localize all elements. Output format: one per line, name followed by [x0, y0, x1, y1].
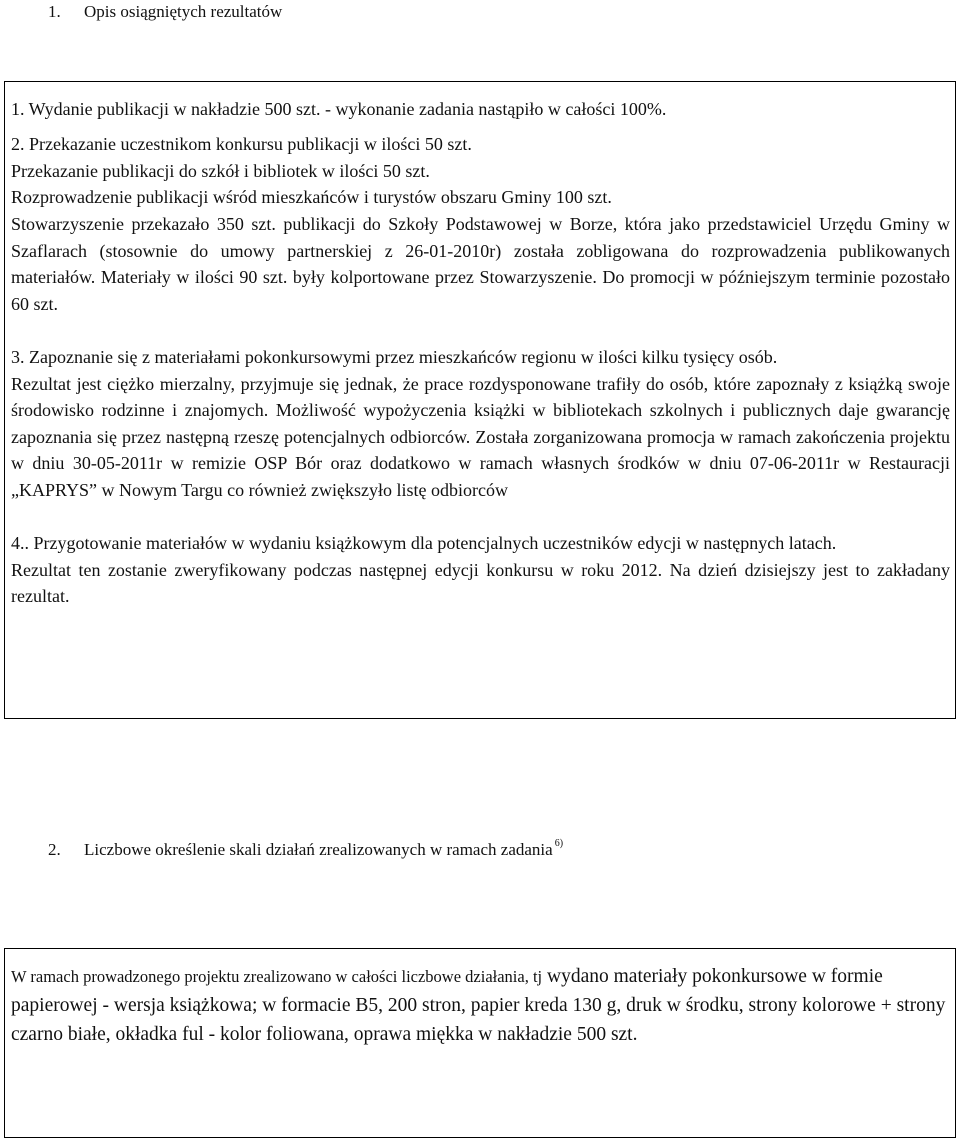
section-2-heading	[48, 838, 563, 860]
results-description-box	[4, 81, 956, 719]
result-2-text: 2. Przekazanie uczestnikom konkursu publikacji w ilości 50 szt.	[11, 134, 472, 155]
section-2-number: 2.	[48, 840, 61, 859]
activity-lead-emphasis: wydano materiały	[547, 966, 688, 987]
activity-details-text: pokonkursowe w formie papierowej - wersja książkowa; w formacie B5, 200 stron, papier kreda 130 g, druk w środku, strony kolorowe + strony czarno białe, okładka ful - kolor foliowana, oprawa miękka w nakładzie 500 szt.	[11, 966, 946, 1045]
footnote-marker: 6)	[554, 838, 564, 849]
section-1-number: 1.	[48, 2, 61, 21]
section-2-title: Liczbowe określenie skali działań zrealizowanych w ramach zadania	[84, 840, 553, 859]
result-2-schools-text: Przekazanie publikacji do szkół i bibliotek w ilości 50 szt.	[11, 160, 430, 181]
result-4-details-text: Rezultat ten zostanie zweryfikowany podczas następnej edycji konkursu w roku 2012. Na dzień dzisiejszy jest to zakładany rezultat.	[11, 559, 950, 607]
result-2-association-text: Stowarzyszenie przekazało 350 szt. publikacji do Szkoły Podstawowej w Borze, która jako przedstawiciel Urzędu Gminy w Szaflarach (stosownie do umowy partnerskiej z 26-01-2010r) została zobligowana do rozprowadzenia publikowanych materiałów. Materiały w ilości 90 szt. były kolportowane przez Stowarzyszenie. Do promocji w późniejszym terminie pozostało 60 szt.	[11, 213, 950, 314]
section-1-title: Opis osiągniętych rezultatów	[84, 2, 283, 21]
activity-lead-text: W ramach prowadzonego projektu zrealizowano w całości liczbowe działania, tj	[11, 967, 543, 986]
result-4-text: 4.. Przygotowanie materiałów w wydaniu książkowym dla potencjalnych uczestników edycji w następnych latach.	[11, 533, 837, 554]
result-2-residents-text: Rozprowadzenie publikacji wśród mieszkańców i turystów obszaru Gminy 100 szt.	[11, 187, 612, 208]
result-3-text: 3. Zapoznanie się z materiałami pokonkursowymi przez mieszkańców regionu w ilości kilku tysięcy osób.	[11, 346, 778, 367]
section-1-heading	[48, 2, 282, 22]
activity-scale-box	[4, 948, 956, 1138]
activity-scale-text	[11, 962, 950, 1049]
result-3-details-text: Rezultat jest ciężko mierzalny, przyjmuje się jednak, że prace rozdysponowane trafiły do osób, które zapoznały z książką swoje środowisko rodzinne i znajomych. Możliwość wypożyczenia książki w bibliotekach szkolnych i publicznych daje gwarancję zapoznania się przez następną rzeszę potencjalnych odbiorców. Została zorganizowana promocja w ramach zakończenia projektu w dniu 30-05-2011r w remizie OSP Bór oraz dodatkowo w ramach własnych środków w dniu 07-06-2011r w Restauracji „KAPRYS” w Nowym Targu co również zwiększyło listę odbiorców	[11, 373, 950, 500]
result-1-text: 1. Wydanie publikacji w nakładzie 500 szt. - wykonanie zadania nastąpiło w całości 100%.	[11, 99, 667, 119]
